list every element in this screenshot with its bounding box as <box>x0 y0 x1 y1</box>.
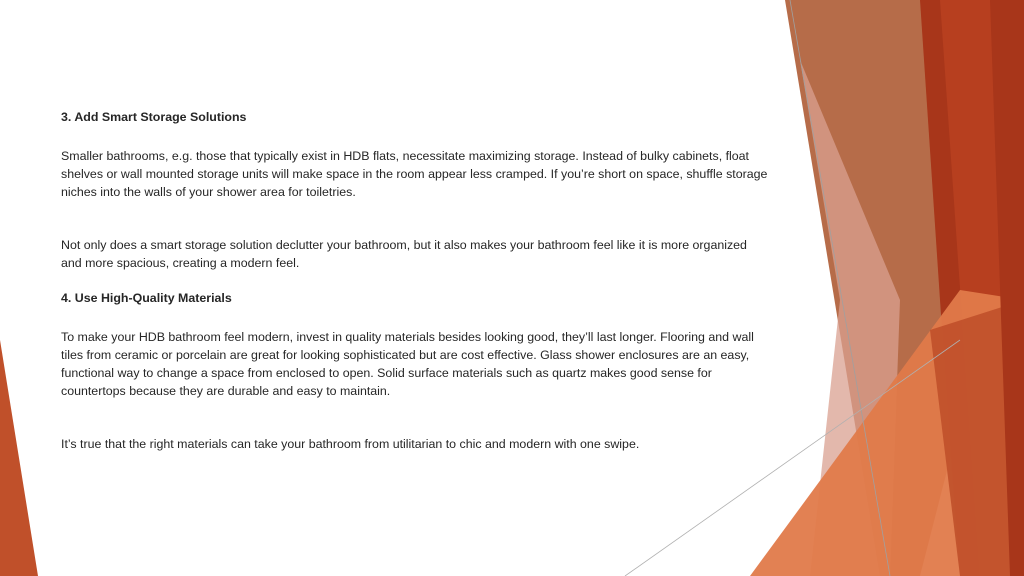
section-heading-materials: 4. Use High-Quality Materials <box>61 291 232 305</box>
paragraph-storage-1: Smaller bathrooms, e.g. those that typically exist in HDB flats, necessitate maximizing storage. Instead of bulky cabinets, float shelves or wall mounted storage units will make space in the room appear less cramped. If you’re short on space, shuffle storage niches into the walls of your shower area for toiletries. <box>61 149 768 199</box>
section-heading-storage: 3. Add Smart Storage Solutions <box>61 110 247 124</box>
paragraph-storage-2: Not only does a smart storage solution declutter your bathroom, but it also makes your bathroom feel like it is more organized and more spacious, creating a modern feel. <box>61 238 747 270</box>
paragraph-materials-2: It’s true that the right materials can take your bathroom from utilitarian to chic and modern with one swipe. <box>61 437 640 451</box>
paragraph-materials-1: To make your HDB bathroom feel modern, invest in quality materials besides looking good, they’ll last longer. Flooring and wall tiles from ceramic or porcelain are great for looking sophisticated but are cost effective. Glass shower enclosures are an easy, functional way to change a space from enclosed to open. Solid surface materials such as quartz makes good sense for countertops because they are durable and easy to maintain. <box>61 330 754 398</box>
left-accent-shape <box>0 340 38 576</box>
